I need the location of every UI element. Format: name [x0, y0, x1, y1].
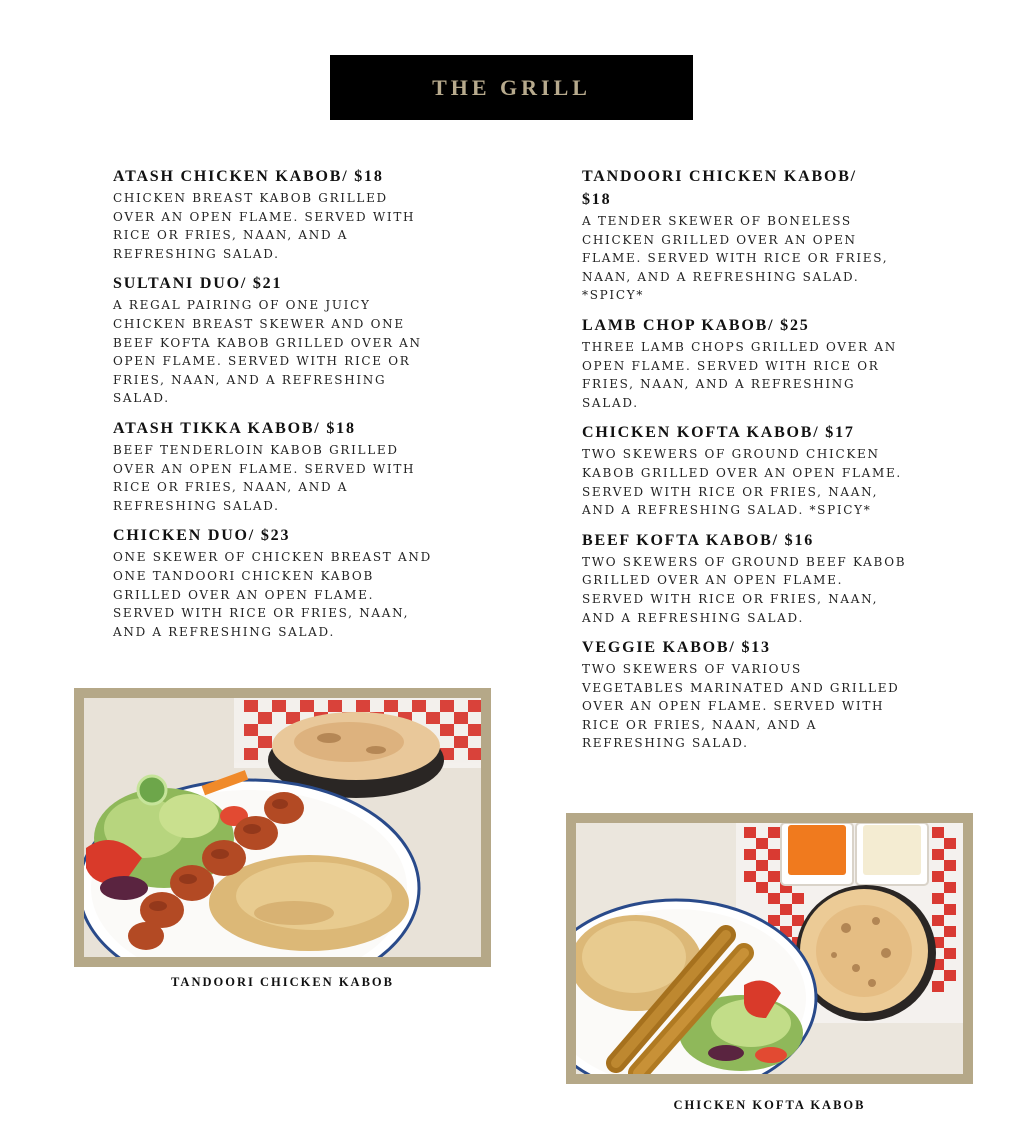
- menu-item-description: BEEF TENDERLOIN KABOB GRILLED OVER AN OPEN FLAME. SERVED WITH RICE OR FRIES, NAAN, AND A REFRESHING SALAD.: [113, 442, 416, 513]
- photo-caption: TANDOORI CHICKEN KABOB: [171, 975, 394, 989]
- menu-item-title: VEGGIE KABOB/ $13: [582, 639, 771, 657]
- menu-item-description: TWO SKEWERS OF GROUND CHICKEN KABOB GRILLED OVER AN OPEN FLAME. SERVED WITH RICE OR FRIES, NAAN, AND A REFRESHING SALAD. *SPICY*: [582, 447, 902, 518]
- menu-item-title: TANDOORI CHICKEN KABOB/ $18: [582, 168, 857, 208]
- food-photo-kofta: [566, 813, 973, 1084]
- menu-item-description: CHICKEN BREAST KABOB GRILLED OVER AN OPEN FLAME. SERVED WITH RICE OR FRIES, NAAN, AND A REFRESHING SALAD.: [113, 191, 416, 261]
- menu-column-right: [582, 165, 927, 762]
- menu-item-title: ATASH TIKKA KABOB/ $18: [113, 419, 356, 437]
- section-title: THE GRILL: [432, 74, 591, 100]
- menu-item: [582, 529, 927, 627]
- menu-item: [113, 417, 458, 515]
- menu-item: [582, 636, 927, 753]
- menu-item: [582, 314, 927, 412]
- food-photo-tandoori: [74, 688, 491, 967]
- menu-item-title: SULTANI DUO/ $21: [113, 275, 283, 293]
- food-photo-image: [576, 823, 963, 1074]
- menu-item: [582, 165, 927, 305]
- menu-item: [113, 524, 458, 641]
- menu-item: [113, 272, 458, 408]
- menu-item: [582, 421, 927, 519]
- menu-item-title: CHICKEN DUO/ $23: [113, 527, 291, 545]
- photo-caption: CHICKEN KOFTA KABOB: [673, 1098, 866, 1112]
- menu-item-title: ATASH CHICKEN KABOB/ $18: [113, 168, 384, 185]
- menu-item-description: THREE LAMB CHOPS GRILLED OVER AN OPEN FLAME. SERVED WITH RICE OR FRIES, NAAN, AND A REFRESHING SALAD.: [582, 339, 897, 410]
- food-photo-image: [84, 698, 481, 957]
- menu-item-description: A REGAL PAIRING OF ONE JUICY CHICKEN BREAST SKEWER AND ONE BEEF KOFTA KABOB GRILLED OVER AN OPEN FLAME. SERVED WITH RICE OR FRIES, NAAN, AND A REFRESHING SALAD.: [113, 298, 422, 406]
- menu-column-left: [113, 165, 458, 650]
- menu-item-description: A TENDER SKEWER OF BONELESS CHICKEN GRILLED OVER AN OPEN FLAME. SERVED WITH RICE OR FRIES, NAAN, AND A REFRESHING SALAD. *SPICY*: [582, 214, 889, 303]
- section-banner: [330, 55, 693, 120]
- menu-item-description: TWO SKEWERS OF GROUND BEEF KABOB GRILLED OVER AN OPEN FLAME. SERVED WITH RICE OR FRIES, NAAN, AND A REFRESHING SALAD.: [582, 554, 907, 625]
- menu-item-description: TWO SKEWERS OF VARIOUS VEGETABLES MARINATED AND GRILLED OVER AN OPEN FLAME. SERVED WITH RICE OR FRIES, NAAN, AND A REFRESHING SALAD.: [582, 662, 900, 751]
- menu-item: [113, 165, 458, 263]
- menu-item-title: BEEF KOFTA KABOB/ $16: [582, 531, 815, 549]
- menu-item-title: CHICKEN KOFTA KABOB/ $17: [582, 424, 855, 442]
- menu-item-title: LAMB CHOP KABOB/ $25: [582, 316, 810, 334]
- menu-item-description: ONE SKEWER OF CHICKEN BREAST AND ONE TANDOORI CHICKEN KABOB GRILLED OVER AN OPEN FLAME. SERVED WITH RICE OR FRIES, NAAN, AND A REFRESHING SALAD.: [113, 550, 432, 639]
